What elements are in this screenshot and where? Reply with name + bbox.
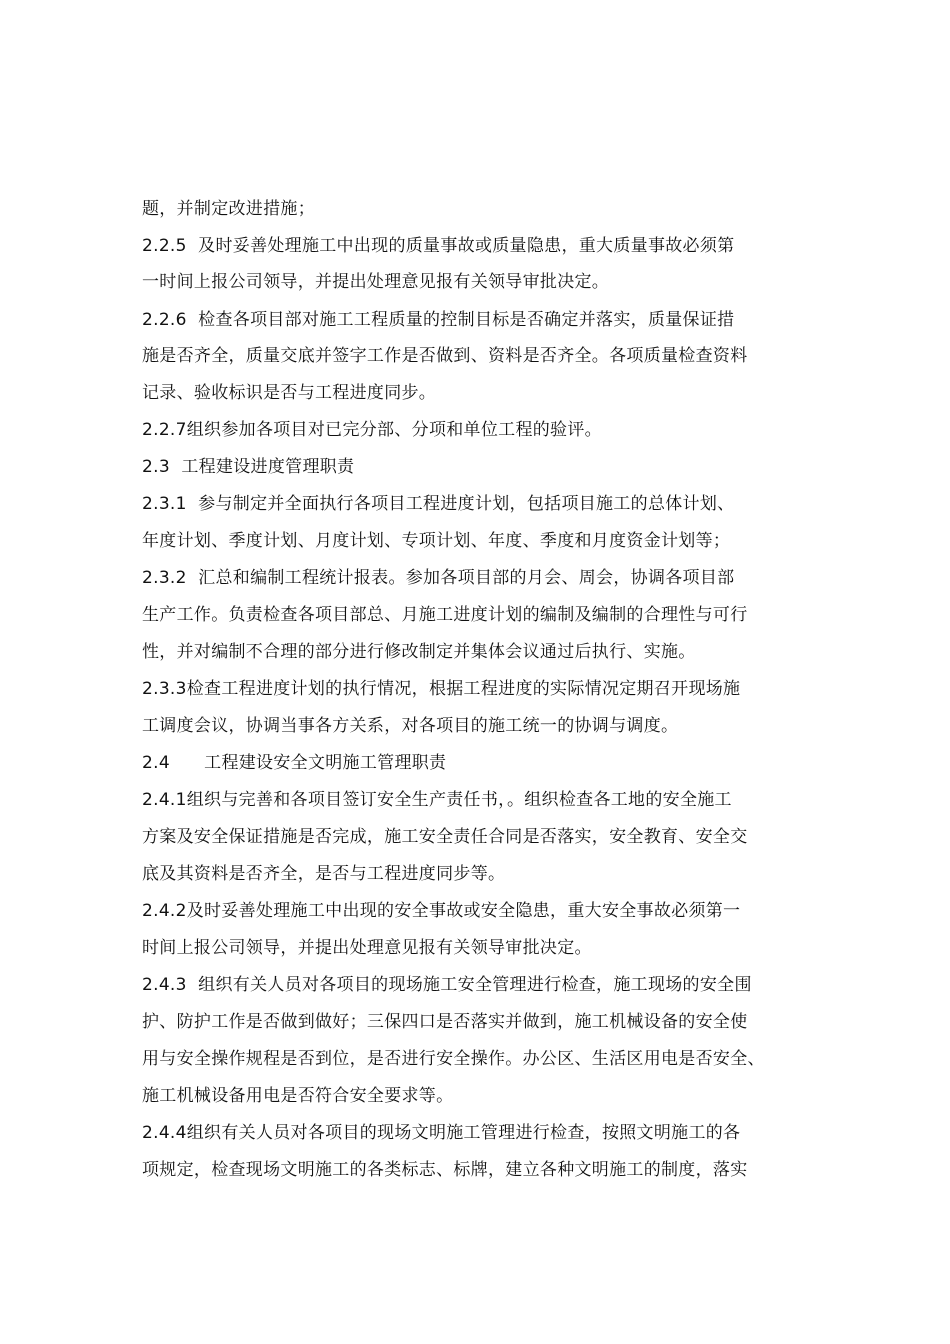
text-line: 时间上报公司领导，并提出处理意见报有关领导审批决定。 — [142, 938, 592, 958]
text-line: 用与安全操作规程是否到位，是否进行安全操作。办公区、生活区用电是否安全、 — [142, 1049, 765, 1069]
text-line: 项规定，检查现场文明施工的各类标志、标牌，建立各种文明施工的制度，落实 — [142, 1160, 748, 1180]
text-line: 题，并制定改进措施； — [142, 199, 315, 219]
section-heading: 2.3 工程建设进度管理职责 — [142, 457, 355, 477]
text-line: 年度计划、季度计划、月度计划、专项计划、年度、季度和月度资金计划等； — [142, 531, 731, 551]
text-line: 工调度会议，协调当事各方关系，对各项目的施工统一的协调与调度。 — [142, 716, 679, 736]
text-line: 护、防护工作是否做到做好；三保四口是否落实并做到，施工机械设备的安全使 — [142, 1012, 748, 1032]
text-line: 2.3.3检查工程进度计划的执行情况，根据工程进度的实际情况定期召开现场施 — [142, 679, 741, 699]
text-line: 2.4.1组织与完善和各项目签订安全生产责任书，。组织检查各工地的安全施工 — [142, 790, 732, 810]
text-line: 2.2.6 检查各项目部对施工工程质量的控制目标是否确定并落实，质量保证措 — [142, 310, 735, 330]
text-line: 2.3.1 参与制定并全面执行各项目工程进度计划，包括项目施工的总体计划、 — [142, 494, 735, 514]
section-heading: 2.4 工程建设安全文明施工管理职责 — [142, 753, 447, 773]
text-line: 2.2.7组织参加各项目对已完分部、分项和单位工程的验评。 — [142, 420, 602, 440]
text-line: 施工机械设备用电是否符合安全要求等。 — [142, 1086, 454, 1106]
text-line: 记录、验收标识是否与工程进度同步。 — [142, 383, 437, 403]
text-line: 2.3.2 汇总和编制工程统计报表。参加各项目部的月会、周会，协调各项目部 — [142, 568, 735, 588]
text-line: 生产工作。负责检查各项目部总、月施工进度计划的编制及编制的合理性与可行 — [142, 605, 748, 625]
text-line: 2.4.2及时妥善处理施工中出现的安全事故或安全隐患，重大安全事故必须第一 — [142, 901, 741, 921]
text-line: 2.4.3 组织有关人员对各项目的现场施工安全管理进行检查，施工现场的安全围 — [142, 975, 752, 995]
text-line: 性，并对编制不合理的部分进行修改制定并集体会议通过后执行、实施。 — [142, 642, 696, 662]
text-line: 底及其资料是否齐全，是否与工程进度同步等。 — [142, 864, 506, 884]
text-line: 一时间上报公司领导，并提出处理意见报有关领导审批决定。 — [142, 272, 610, 292]
text-line: 2.2.5 及时妥善处理施工中出现的质量事故或质量隐患，重大质量事故必须第 — [142, 236, 735, 256]
text-line: 方案及安全保证措施是否完成，施工安全责任合同是否落实，安全教育、安全交 — [142, 827, 748, 847]
text-line: 2.4.4组织有关人员对各项目的现场文明施工管理进行检查，按照文明施工的各 — [142, 1123, 741, 1143]
text-line: 施是否齐全，质量交底并签字工作是否做到、资料是否齐全。各项质量检查资料 — [142, 346, 748, 366]
